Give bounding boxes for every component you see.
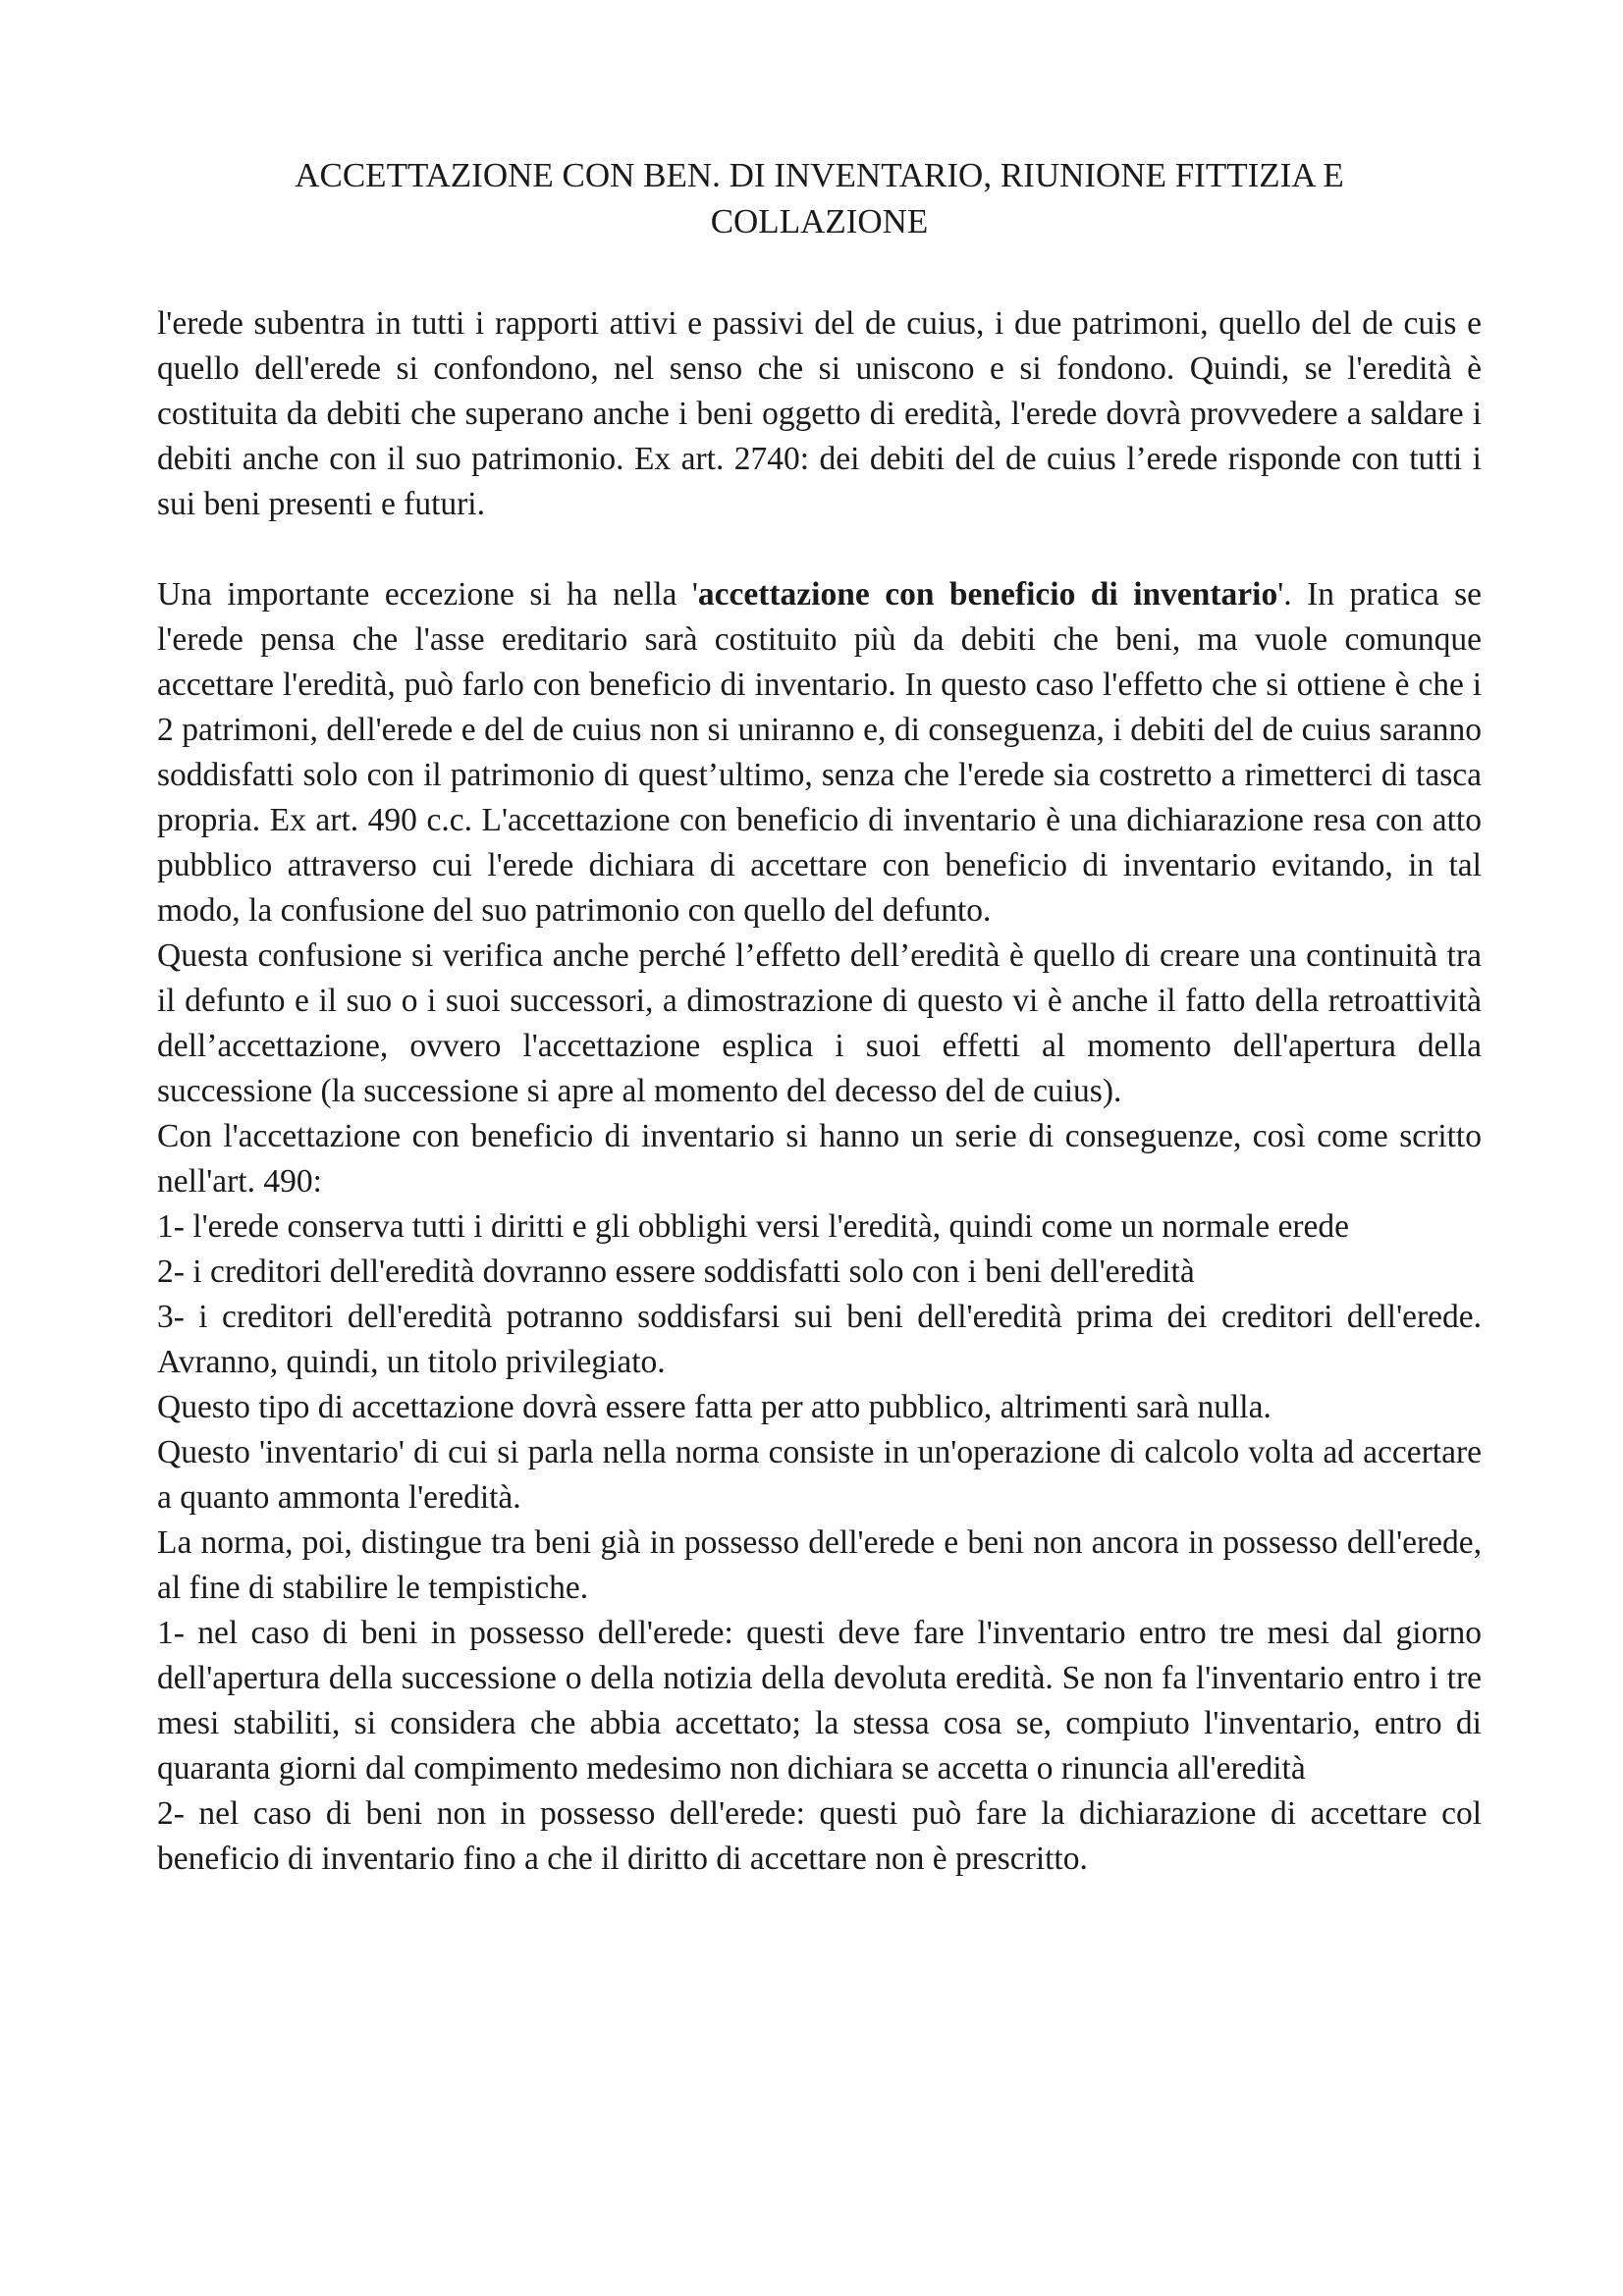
paragraph-public-act: Questo tipo di accettazione dovrà essere fatta per atto pubblico, altrimenti sarà nulla. — [157, 1389, 1271, 1425]
title-line-2: COLLAZIONE — [710, 202, 929, 240]
title-line-1: ACCETTAZIONE CON BEN. DI INVENTARIO, RIUNIONE FITTIZIA E — [295, 156, 1344, 194]
document-title — [157, 152, 1482, 244]
list-item-possession: 1- nel caso di beni in possesso dell'erede: questi deve fare l'inventario entro tre mesi dal giorno dell'apertura della successione o della notizia della devoluta eredità. Se non fa l'inventario entro i tre mesi stabiliti, si considera che abbia accettato; la stessa cosa se, compiuto l'inventario, entro di quaranta giorni dal compimento medesimo non dichiara se accetta o rinuncia all'eredità — [157, 1615, 1482, 1787]
paragraph-intro: l'erede subentra in tutti i rapporti attivi e passivi del de cuius, i due patrimoni, quello del de cuis e quello dell'erede si confondono, nel senso che si uniscono e si fondono. Quindi, se l'eredità è costituita da debiti che superano anche i beni oggetto di eredità, l'erede dovrà provvedere a saldare i debiti anche con il suo patrimonio. Ex art. 2740: dei debiti del de cuius l’erede risponde con tutti i sui beni presenti e futuri. — [157, 305, 1482, 522]
exception-bold-term: accettazione con beneficio di inventario — [697, 576, 1278, 613]
paragraph-confusion: Questa confusione si verifica anche perché l’effetto dell’eredità è quello di creare una continuità tra il defunto e il suo o i suoi successori, a dimostrazione di questo vi è anche il fatto della retroattività dell’accettazione, ovvero l'accettazione esplica i suoi effetti al momento dell'apertura della successione (la successione si apre al momento del decesso del de cuius). — [157, 937, 1482, 1109]
document-body — [157, 301, 1482, 1882]
paragraph-norm: La norma, poi, distingue tra beni già in possesso dell'erede e beni non ancora in possesso dell'erede, al fine di stabilire le tempistiche. — [157, 1524, 1482, 1606]
list-item-2: 2- i creditori dell'eredità dovranno essere soddisfatti solo con i beni dell'eredità — [157, 1254, 1195, 1290]
exception-text-start: Una importante eccezione si ha nella ' — [157, 576, 698, 613]
paragraph-inventory: Questo 'inventario' di cui si parla nella norma consiste in un'operazione di calcolo volta ad accertare a quanto ammonta l'eredità. — [157, 1434, 1482, 1516]
list-item-3: 3- i creditori dell'eredità potranno soddisfarsi sui beni dell'eredità prima dei creditori dell'erede. Avranno, quindi, un titolo privilegiato. — [157, 1299, 1482, 1380]
list-item-1: 1- l'erede conserva tutti i diritti e gli obblighi versi l'eredità, quindi come un normale erede — [157, 1208, 1349, 1245]
paragraph-exception — [157, 572, 1482, 934]
exception-text-end: '. In pratica se l'erede pensa che l'asse ereditario sarà costituito più da debiti che beni, ma vuole comunque accettare l'eredità, può farlo con beneficio di inventario. In questo caso l'effetto che si ottiene è che i 2 patrimoni, dell'erede e del de cuius non si uniranno e, di conseguenza, i debiti del de cuius saranno soddisfatti solo con il patrimonio di quest’ultimo, senza che l'erede sia costretto a rimetterci di tasca propria. Ex art. 490 c.c. L'accettazione con beneficio di inventario è una dichiarazione resa con atto pubblico attraverso cui l'erede dichiara di accettare con beneficio di inventario evitando, in tal modo, la confusione del suo patrimonio con quello del defunto. — [157, 576, 1482, 929]
list-item-no-possession: 2- nel caso di beni non in possesso dell'erede: questi può fare la dichiarazione di accettare col beneficio di inventario fino a che il diritto di accettare non è prescritto. — [157, 1795, 1482, 1877]
paragraph-consequences: Con l'accettazione con beneficio di inventario si hanno un serie di conseguenze, così come scritto nell'art. 490: — [157, 1118, 1482, 1200]
